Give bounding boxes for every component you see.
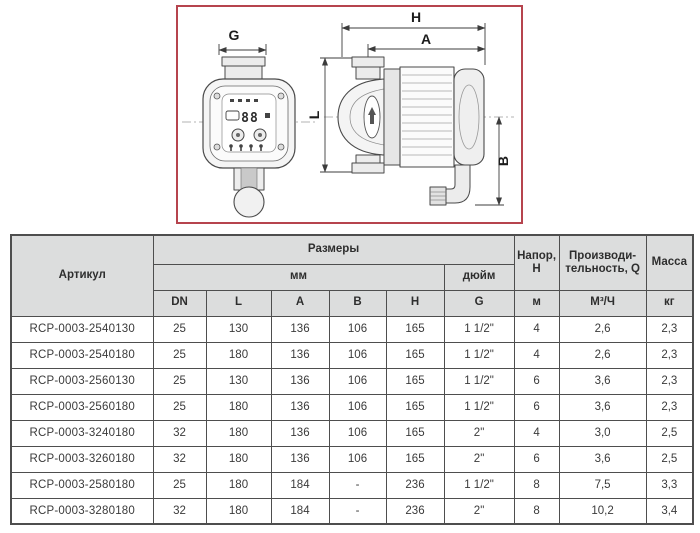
table-row [11,394,693,420]
cell-dn: 25 [153,342,206,368]
watt-icon [265,113,270,118]
col-header-mass: Масса [646,235,693,290]
motor-end-cap [454,69,484,165]
pump-drawing [178,7,519,220]
cell-head: 8 [514,472,559,498]
cell-dn: 32 [153,446,206,472]
table-row [11,498,693,524]
cell-b: - [329,498,386,524]
col-header-sizes: Размеры [153,235,514,264]
cell-g: 2" [444,446,514,472]
cell-h: 165 [386,368,444,394]
cell-h: 165 [386,342,444,368]
cell-h: 165 [386,420,444,446]
table-row [11,368,693,394]
cell-mass: 3,3 [646,472,693,498]
dim-g [219,27,266,55]
cell-mass: 2,5 [646,420,693,446]
table-row [11,446,693,472]
led-display: 88 [241,111,259,126]
cell-dn: 32 [153,420,206,446]
cell-b: 106 [329,342,386,368]
pump-diagram-box [176,5,523,224]
front-volute-ball [234,187,264,217]
col-header-capacity: Производи-тельность, Q [559,235,646,290]
col-header-artikul: Артикул [11,235,153,316]
cell-mass: 2,3 [646,394,693,420]
cell-dn: 25 [153,368,206,394]
table-row [11,342,693,368]
col-header-dn: DN [153,290,206,316]
cell-artikul: RCP-0003-2580180 [11,472,153,498]
side-bottom-flange [352,155,384,173]
col-header-b: B [329,290,386,316]
cell-l: 180 [206,342,271,368]
cell-dn: 25 [153,394,206,420]
col-header-h: H [386,290,444,316]
unit-capacity: М³/Ч [559,290,646,316]
cell-q: 3,6 [559,446,646,472]
cell-b: 106 [329,446,386,472]
cell-dn: 25 [153,316,206,342]
cell-g: 2" [444,498,514,524]
dim-label-b: B [495,155,511,167]
drain-elbow [446,165,470,203]
col-header-a: A [271,290,329,316]
motor-body [400,67,454,167]
cell-dn: 32 [153,498,206,524]
cell-artikul: RCP-0003-3240180 [11,420,153,446]
control-panel [222,94,276,152]
cell-a: 184 [271,498,329,524]
cell-a: 136 [271,316,329,342]
cell-h: 165 [386,316,444,342]
cell-head: 6 [514,446,559,472]
cell-head: 4 [514,316,559,342]
col-header-head: Напор, Н [514,235,559,290]
cell-mass: 2,3 [646,316,693,342]
cell-head: 6 [514,394,559,420]
cell-a: 136 [271,420,329,446]
cell-dn: 25 [153,472,206,498]
cell-l: 180 [206,472,271,498]
front-top-union [222,57,265,79]
col-header-l: L [206,290,271,316]
cell-head: 4 [514,420,559,446]
cell-g: 1 1/2" [444,316,514,342]
cell-g: 1 1/2" [444,394,514,420]
spec-table [10,234,694,525]
cell-b: 106 [329,420,386,446]
cell-l: 130 [206,316,271,342]
cell-mass: 2,3 [646,342,693,368]
dim-label-h: H [410,9,422,25]
dim-label-l: L [306,110,322,120]
unit-mass: кг [646,290,693,316]
cell-q: 2,6 [559,316,646,342]
cell-h: 165 [386,394,444,420]
dim-label-g: G [228,27,240,43]
cell-l: 180 [206,498,271,524]
pump-side-view [306,9,514,205]
motor-flange-plate [384,69,400,165]
dim-label-a: A [420,31,432,47]
cell-artikul: RCP-0003-2540180 [11,342,153,368]
cell-g: 1 1/2" [444,368,514,394]
cell-q: 3,6 [559,368,646,394]
cell-l: 130 [206,368,271,394]
cell-mass: 3,4 [646,498,693,524]
cell-g: 1 1/2" [444,472,514,498]
cell-a: 184 [271,472,329,498]
dim-a [368,31,485,62]
col-header-inch: дюйм [444,264,514,290]
cell-mass: 2,5 [646,446,693,472]
cell-b: 106 [329,394,386,420]
cell-h: 165 [386,446,444,472]
cell-b: 106 [329,316,386,342]
cell-g: 2" [444,420,514,446]
cell-head: 4 [514,342,559,368]
cell-artikul: RCP-0003-2560180 [11,394,153,420]
cell-q: 2,6 [559,342,646,368]
cell-artikul: RCP-0003-2560130 [11,368,153,394]
cell-a: 136 [271,342,329,368]
cell-q: 7,5 [559,472,646,498]
cell-artikul: RCP-0003-3280180 [11,498,153,524]
cell-l: 180 [206,420,271,446]
cell-artikul: RCP-0003-3260180 [11,446,153,472]
cell-a: 136 [271,394,329,420]
cell-q: 10,2 [559,498,646,524]
pump-front-view [182,27,316,217]
cell-b: 106 [329,368,386,394]
table-row [11,316,693,342]
cell-l: 180 [206,446,271,472]
cell-h: 236 [386,472,444,498]
side-top-flange [352,57,384,79]
cell-mass: 2,3 [646,368,693,394]
cell-b: - [329,472,386,498]
cell-q: 3,6 [559,394,646,420]
cell-artikul: RCP-0003-2540130 [11,316,153,342]
cell-g: 1 1/2" [444,342,514,368]
col-header-mm: мм [153,264,444,290]
unit-head: м [514,290,559,316]
cell-l: 180 [206,394,271,420]
cell-head: 6 [514,368,559,394]
cell-a: 136 [271,446,329,472]
elbow-nut [430,187,446,205]
cell-q: 3,0 [559,420,646,446]
col-header-g: G [444,290,514,316]
cell-a: 136 [271,368,329,394]
table-row [11,472,693,498]
table-row [11,420,693,446]
cell-head: 8 [514,498,559,524]
cell-h: 236 [386,498,444,524]
